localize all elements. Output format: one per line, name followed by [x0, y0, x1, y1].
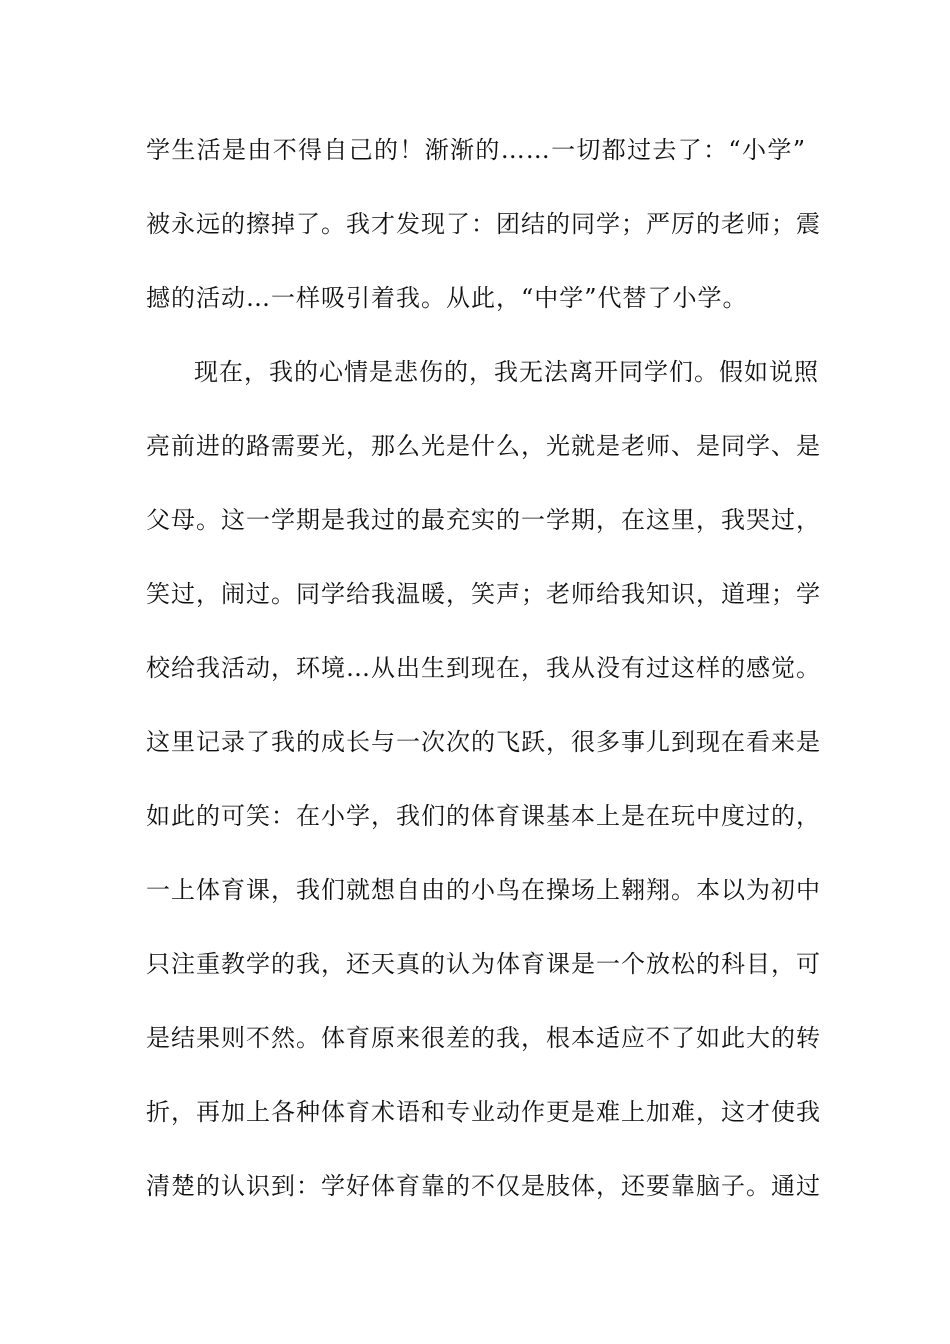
text-line-11: 一上体育课，我们就想自由的小鸟在操场上翱翔。本以为初中	[146, 876, 821, 904]
text-line-13: 是结果则不然。体育原来很差的我，根本适应不了如此大的转	[146, 1024, 821, 1052]
text-line-9: 这里记录了我的成长与一次次的飞跃，很多事儿到现在看来是	[146, 728, 821, 756]
body-text	[146, 130, 821, 1240]
text-line-2: 被永远的擦掉了。我才发现了：团结的同学；严厉的老师；震	[146, 210, 821, 238]
text-line-4: 现在，我的心情是悲伤的，我无法离开同学们。假如说照	[194, 358, 819, 386]
text-line-6: 父母。这一学期是我过的最充实的一学期，在这里，我哭过，	[146, 506, 821, 534]
text-line-1: 学生活是由不得自己的！渐渐的……一切都过去了：“小学”	[146, 136, 806, 164]
text-line-12: 只注重教学的我，还天真的认为体育课是一个放松的科目，可	[146, 950, 821, 978]
text-line-14: 折，再加上各种体育术语和专业动作更是难上加难，这才使我	[146, 1098, 821, 1126]
text-line-3: 撼的活动…一样吸引着我。从此，“中学”代替了小学。	[146, 284, 748, 312]
text-line-7: 笑过，闹过。同学给我温暖，笑声；老师给我知识，道理；学	[146, 580, 821, 608]
text-line-10: 如此的可笑：在小学，我们的体育课基本上是在玩中度过的，	[146, 802, 821, 830]
text-line-15: 清楚的认识到：学好体育靠的不仅是肢体，还要靠脑子。通过	[146, 1172, 821, 1200]
text-line-5: 亮前进的路需要光，那么光是什么，光就是老师、是同学、是	[146, 432, 821, 460]
text-line-8: 校给我活动，环境…从出生到现在，我从没有过这样的感觉。	[146, 654, 821, 682]
